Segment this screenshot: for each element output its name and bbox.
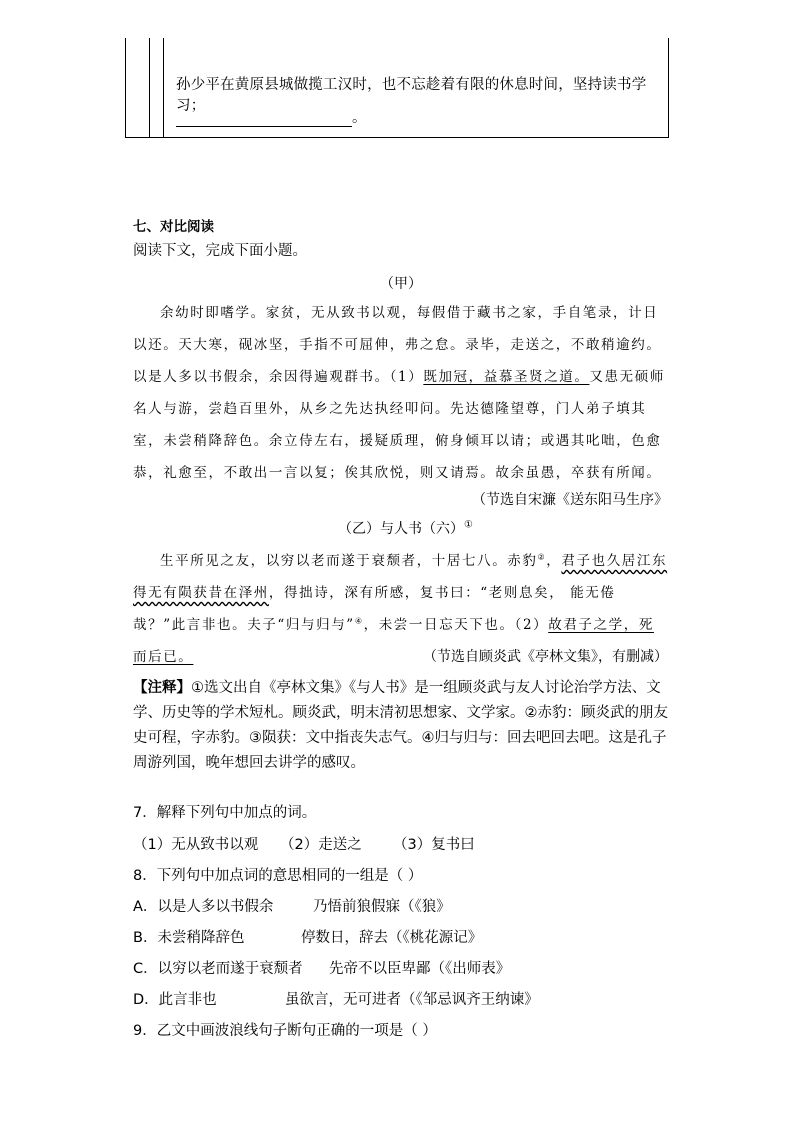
section-title: 七、对比阅读 [133, 219, 214, 235]
underlined-sentence-1: 既加冠，益慕圣贤之道。 [423, 369, 590, 385]
wavy-underlined-sentence: 君子也久居江东得无有陨获昔在泽州 [133, 553, 668, 601]
table-column-1 [126, 38, 150, 137]
passage-b-text: 生平所见之友，以穷以老而遂于衰颓者，十居七八。赤豹②，君子也久居江东得无有陨获昔在泽州，得拙诗，深有所感，复书曰：“老则息矣， 能无倦哉？”此言非也。夫子“归与归与”④，未尝一日忘天下也。（2）故君子之学，死而后已。 [133, 552, 668, 665]
underlined-sentence-2: 故君子之学，死而后已。 [133, 617, 654, 665]
document-page: 孙少平在黄原县城做揽工汉时，也不忘趁着有限的休息时间，坚持读书学习； 。 七、对比阅读 阅读下文，完成下面小题。 （甲） 余幼时即嗜学。家贫，无从致书以观，每假借于藏书之家，手自笔录，计日以还。天大寒，砚冰坚，手指不可屈伸，弗之怠。录毕，走送之，不敢稍逾约。以是人多以书假余，余因得遍观群书。（1）既加冠，益慕圣贤之道。又患无硕师名人与游，尝趋百里外，从乡之先达执经叩问。先达德隆望尊，门人弟子填其室，未尝稍降辞色。余立侍左右，援疑质理，俯身倾耳以请；或遇其叱咄，色愈恭，礼愈至，不敢出一言以复；俟其欣悦，则又请焉。故余虽愚，卒获有所闻。 （节选自宋濂《送东阳马生序》 （乙）与人书（六）① 生平所见之友，以穷以老而遂于衰颓者，十居七八。赤豹②，君子也久居江东得无有陨获昔在泽州，得拙诗，深有所感，复书曰：“老则息矣， 能无倦哉？”此言非也。夫子“归与归与”④，未尝一日忘天下也。（2）故君子之学，死而后已。 （节选自顾炎武《亭林文集》，有删减） 【注释】①选文出自《亭林文集》《与人书》是一组顾炎武与友人讨论治学方法、文学、历史等的学术短札。顾炎武，明末清初思想家、文学家。②赤豹：顾炎武的朋友史可程，字赤豹。③陨获：文中指丧失志气。④归与归与：回去吧回去吧。这是孔子周游列国，晚年想回去讲学的感叹。 7．解释下列句中加点的词。 （1）无从致书以观 （2）走送之 （3）复书曰 8．下列句中加点词的意思相同的一组是（ ） A．以是人多以书假余 乃悟前狼假寐（《狼》 B．未尝稍降辞色 停数日，辞去（《桃花源记》 C．以穷以老而遂于衰颓者 先帝不以臣卑鄙（《出师表》 D．此言非也 虽欲言，无可进者（《邹忌讽齐王纳谏》 9．乙文中画波浪线句子断句正确的一项是（ ） [0, 0, 794, 1123]
option-c[interactable]: C．以穷以老而遂于衰颓者 先帝不以臣卑鄙（《出师表》 [133, 961, 511, 977]
option-b[interactable]: B．未尝稍降辞色 停数日，辞去（《桃花源记》 [133, 930, 483, 946]
passage-a-text: 余幼时即嗜学。家贫，无从致书以观，每假借于藏书之家，手自笔录，计日以还。天大寒，砚冰坚，手指不可屈伸，弗之怠。录毕，走送之，不敢稍逾约。以是人多以书假余，余因得遍观群书。（1）既加冠，益慕圣贤之道。又患无硕师名人与游，尝趋百里外，从乡之先达执经叩问。先达德隆望尊，门人弟子填其室，未尝稍降辞色。余立侍左右，援疑质理，俯身倾耳以请；或遇其叱咄，色愈恭，礼愈至，不敢出一言以复；俟其欣悦，则又请焉。故余虽愚，卒获有所闻。 [133, 305, 665, 481]
table-column-2 [150, 38, 164, 137]
fill-in-blank: 。 [176, 106, 367, 127]
question-7-items: （1）无从致书以观 （2）走送之 （3）复书曰 [133, 837, 475, 853]
annotation: 【注释】①选文出自《亭林文集》《与人书》是一组顾炎武与友人讨论治学方法、文学、历史等的学术短札。顾炎武，明末清初思想家、文学家。②赤豹：顾炎武的朋友史可程，字赤豹。③陨获：文中指丧失志气。④归与归与：回去吧回去吧。这是孔子周游列国，晚年想回去讲学的感叹。 [133, 680, 668, 771]
blank-line[interactable] [176, 110, 352, 127]
table-row-text: 孙少平在黄原县城做揽工汉时，也不忘趁着有限的休息时间，坚持读书学习； [176, 77, 647, 114]
passage-a-source: （节选自宋濂《送东阳马生序》 [472, 492, 668, 508]
instruction: 阅读下文，完成下面小题。 [133, 243, 307, 259]
option-a[interactable]: A．以是人多以书假余 乃悟前狼假寐（《狼》 [133, 899, 451, 915]
question-7: 7．解释下列句中加点的词。 [133, 805, 317, 821]
question-8: 8．下列句中加点词的意思相同的一组是（ ） [133, 868, 423, 884]
answer-table-fragment [125, 38, 669, 138]
option-d[interactable]: D．此言非也 虽欲言，无可进者（《邹忌讽齐王纳谏》 [133, 992, 539, 1008]
passage-b-heading: （乙）与人书（六）① [338, 519, 473, 537]
passage-b-source: （节选自顾炎武《亭林文集》，有删减） [423, 649, 668, 665]
question-9: 9．乙文中画波浪线句子断句正确的一项是（ ） [133, 1023, 437, 1039]
